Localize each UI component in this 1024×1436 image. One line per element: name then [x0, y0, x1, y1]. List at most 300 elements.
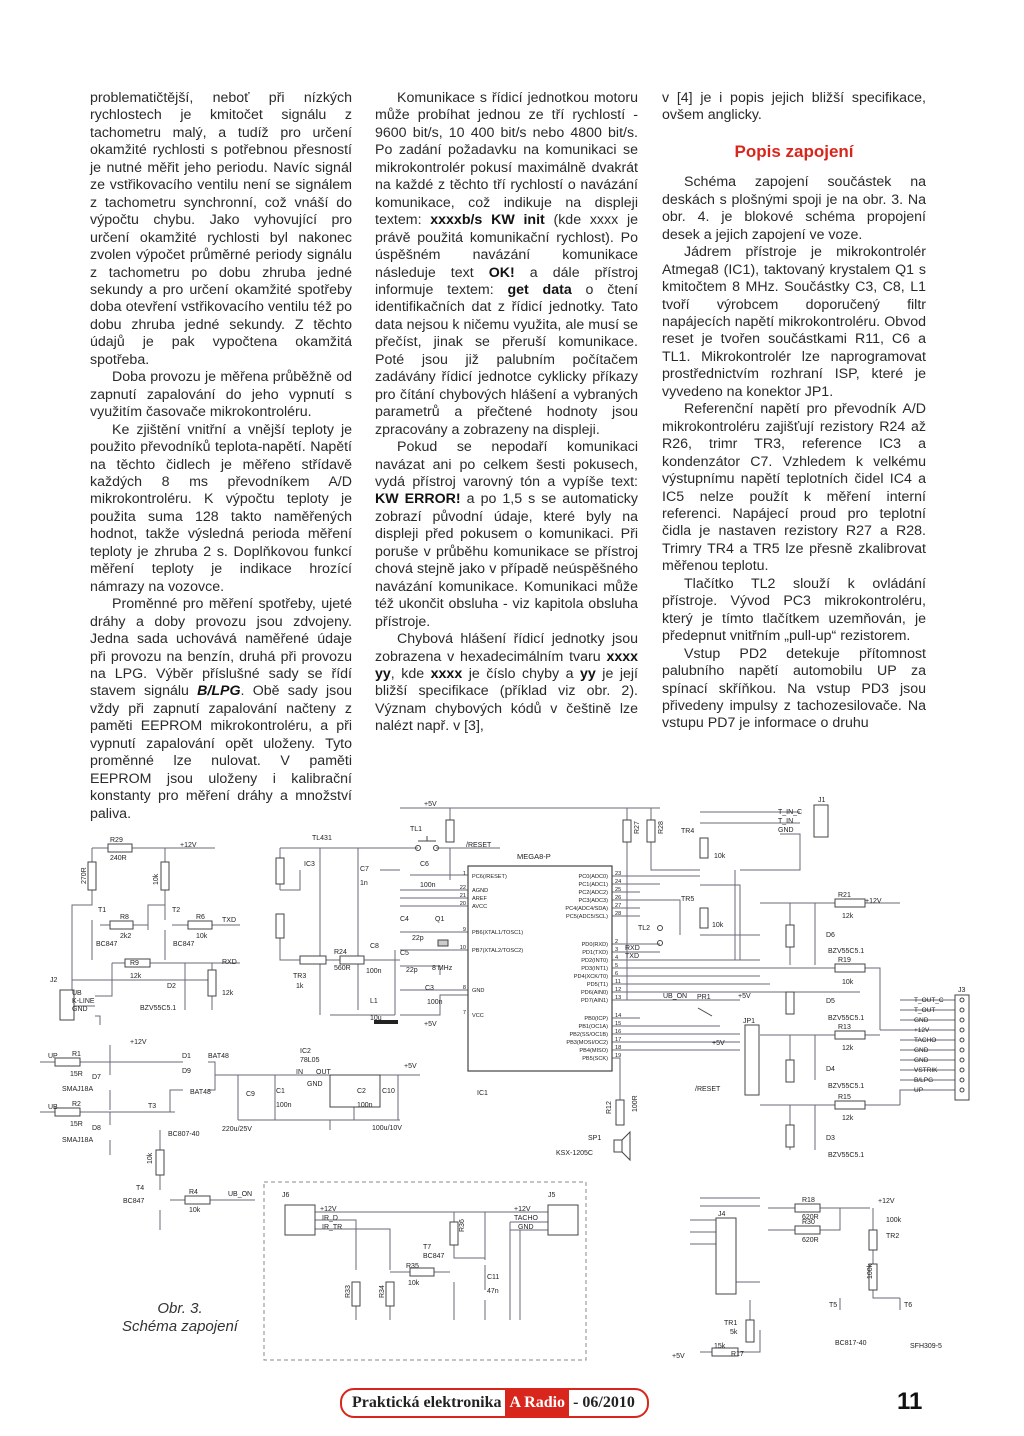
r22-body	[786, 925, 794, 947]
r28-body	[647, 820, 655, 842]
j3-pin	[960, 998, 964, 1002]
label-j5-12v: +12V	[514, 1206, 531, 1213]
label-c2: C2	[357, 1088, 366, 1095]
label-r18: R18	[802, 1197, 815, 1204]
label-j6-irtr: IR_TR	[322, 1224, 343, 1231]
tr3-body	[300, 956, 326, 964]
label-tr2-value: 100k	[886, 1217, 902, 1224]
ic1-pin-number: 3	[615, 947, 619, 953]
j3-pin-label: GND	[914, 1017, 929, 1024]
label-c1-value: 100n	[276, 1102, 292, 1109]
label-l1-value: 10u	[370, 1015, 382, 1022]
label-d1: D1	[182, 1053, 191, 1060]
ic1-pin-name: PD0(RXD)	[581, 942, 608, 948]
r19-body	[835, 964, 865, 972]
label-d3: D3	[826, 1135, 835, 1142]
r2-body	[55, 1108, 80, 1116]
ic1-pin-name: PC3(ADC3)	[578, 898, 608, 904]
label-j1-gnd: GND	[778, 827, 794, 834]
ic1-pin-number: 8	[462, 985, 466, 991]
label-t1: T1	[98, 907, 107, 914]
label-c6: C6	[420, 861, 429, 868]
label-5v-pr1: +5V	[738, 993, 751, 1000]
r14-body	[786, 1060, 794, 1082]
ic1-pin-number: 2	[615, 939, 619, 945]
ic1-pin-number: 10	[459, 945, 466, 951]
r24-body	[340, 956, 364, 964]
label-5v-top: +5V	[424, 801, 437, 808]
magazine-radio-label: A Radio	[505, 1390, 569, 1416]
j3-pin	[960, 1038, 964, 1042]
label-r3-value: 10k	[147, 1152, 154, 1164]
label-ub-on: UB_ON	[228, 1191, 253, 1198]
label-j2-gnd: GND	[72, 1006, 88, 1013]
r11-body	[446, 820, 454, 842]
label-r35: R35	[406, 1263, 419, 1270]
label-c9: C9	[246, 1091, 255, 1098]
label-5v-c3: +5V	[424, 1021, 437, 1028]
label-j4: J4	[718, 1211, 726, 1218]
r29-body	[108, 844, 132, 852]
ic1-pin-number: 26	[615, 895, 622, 901]
label-r8-value: 2k2	[120, 933, 132, 940]
label-d8-type: SMAJ18A	[62, 1137, 94, 1144]
label-tr5: TR5	[681, 896, 695, 903]
label-ub-on-pr1: UB_ON	[663, 993, 688, 1000]
label-ub: UB	[48, 1104, 58, 1111]
j3-pin-label: GND	[914, 1047, 929, 1054]
magazine-footer-badge	[340, 1388, 649, 1418]
j3-pin-label: +12V	[914, 1027, 930, 1034]
label-tr2: TR2	[886, 1233, 900, 1240]
q1-crystal-symbol	[438, 940, 448, 946]
ic1-pin-name: PB4(MISO)	[579, 1048, 608, 1054]
label-r21-value: 12k	[842, 913, 854, 920]
paragraph: Proměnné pro měření spotřeby, ujeté dráhy a doby provozu jsou zdvojeny. Jedna sada uchovává naměřené údaje při provozu na benzín, druhá při provozu na LPG. Výběr příslušné sady se řídí stavem signálu B/LPG. Obě sady jsou vždy při zapnutí zapalování načteny z paměti EEPROM mikrokontroléru, a při vypnutí zapalování opět uloženy. Tyto proměnné lze nulovat. V paměti EEPROM jsou uloženy i kalibrační konstanty pro měření dráhy a množství paliva.	[90, 596, 352, 822]
r7-body	[88, 862, 96, 890]
pr1-jumper	[698, 1008, 712, 1016]
ic1-pin-name: PD4(XCK/T0)	[573, 974, 608, 980]
label-d6-type: BZV55C5.1	[828, 948, 865, 955]
label-r1: R1	[72, 1051, 81, 1058]
ic1-pin-name: PD2(INT0)	[581, 958, 608, 964]
ic1-pin-name: PB7(XTAL2/TOSC2)	[472, 948, 524, 954]
j3-pin	[960, 1068, 964, 1072]
ic1-pin-name: PC4(ADC4/SDA)	[565, 906, 608, 912]
ic1-pin-name: PB1(OC1A)	[578, 1024, 608, 1030]
label-d2-type: BZV55C5.1	[140, 1005, 177, 1012]
label-r13-value: 12k	[842, 1045, 854, 1052]
label-r15: R15	[838, 1094, 851, 1101]
label-tr3: TR3	[293, 973, 307, 980]
tr5-body	[700, 908, 708, 928]
ic1-pin-name: PC6(/RESET)	[472, 874, 507, 880]
label-t4-type: BC847	[123, 1198, 145, 1205]
label-ic2: IC2	[300, 1048, 311, 1055]
label-r23: 100k	[867, 1263, 874, 1279]
label-12v-d7: +12V	[130, 1039, 147, 1046]
j3-pin	[960, 1078, 964, 1082]
jp1-body	[745, 1025, 759, 1095]
label-c11: C11	[487, 1274, 500, 1281]
paragraph: Doba provozu je měřena průběžně od zapnutí zapalování do jeho vypnutí s využitím časovače mikrokontroléru.	[90, 369, 352, 421]
label-q1-value: 8 MHz	[432, 965, 453, 972]
sp1-speaker-cone	[622, 1132, 630, 1160]
paragraph: Ke zjištění vnitřní a vnější teploty je použito převodníků teplota-napětí. Napětí na těchto čidlech je měřeno střídavě každých 8 ms převodníkem A/D mikrokontroléru. K výpočtu teploty je použita suma 128 takto naměřených hodnot, takže výsledná perioda měření teploty je zhruba 2 s. Doplňkovou funkcí měření teploty je indikace hrozící námrazy na vozovce.	[90, 421, 352, 595]
label-tl2: TL2	[638, 925, 651, 932]
section-heading: Popis zapojení	[734, 141, 854, 161]
ic1-pin-number: 12	[615, 987, 622, 993]
label-r9: R9	[130, 960, 139, 967]
label-t2-type: BC847	[173, 941, 195, 948]
ic1-pin-number: 20	[459, 901, 466, 907]
label-q1: Q1	[435, 916, 445, 923]
label-c7: C7	[360, 866, 369, 873]
ic1-pin-number: 16	[615, 1029, 622, 1035]
label-d3-type: BZV55C5.1	[828, 1152, 865, 1159]
label-tr1-value: 5k	[730, 1329, 738, 1336]
ic1-pin-name: PC1(ADC1)	[578, 882, 608, 888]
label-r24-value: 560R	[334, 965, 351, 972]
paragraph: Jádrem přístroje je mikrokontrolér Atmega8 (IC1), taktovaný krystalem Q1 s kmitočtem 8 MHz. Součástky C3, C8, L1 tvoří výrobcem doporučený filtr napájecích napětí mikrokontroléru. Obvod reset je tvořen součástkami R11, C6 a TL1. Mikrokontrolér lze naprogramovat prostřednictvím rozhraní ISP, které je vyvedeno na konektor JP1.	[662, 244, 926, 400]
label-5v-r17: +5V	[672, 1353, 685, 1360]
label-ic3: IC3	[304, 861, 315, 868]
paragraph: Referenční napětí pro převodník A/D mikrokontroléru zajišťují rezistory R24 až R26, trimr TR3, reference IC3 a kondenzátor C7. Vzhledem k velkému výstupnímu napětí teplotních čidel IC4 a IC5 nelze použít k měření interní referenci. Napájecí proud pro teplotní čidla je nastaven rezistory R27 a R28. Trimry TR4 a TR5 lze přesně zkalibrovat měřenou teplotu.	[662, 401, 926, 575]
ic1-pin-number: 27	[615, 903, 622, 909]
r15-body	[835, 1101, 865, 1109]
label-c10-value: 100u/10V	[372, 1125, 402, 1132]
r12-body	[616, 1100, 624, 1125]
label-r35-value: 10k	[408, 1280, 420, 1287]
tr2-body	[869, 1230, 877, 1250]
label-t2: T2	[172, 907, 181, 914]
magazine-name: Praktická elektronika	[352, 1394, 502, 1411]
tl1-actuator	[418, 836, 436, 841]
label-d6: D6	[826, 932, 835, 939]
label-t6-type: SFH309-5	[910, 1343, 942, 1350]
label-ic2-value: 78L05	[300, 1057, 320, 1064]
label-t3-type: BC807-40	[168, 1131, 200, 1138]
label-r15-value: 12k	[842, 1115, 854, 1122]
label-j1-tinc: T_IN_C	[778, 809, 803, 816]
col3-body	[662, 174, 926, 733]
ic1-pin-name: PD7(AIN1)	[580, 998, 608, 1004]
label-tl1: TL1	[410, 826, 423, 833]
ic1-pin-name: AVCC	[472, 904, 488, 910]
ic1-pin-number: 14	[615, 1013, 622, 1019]
r33-body	[352, 1282, 360, 1306]
label-c3: C3	[425, 985, 434, 992]
j3-pin-label: TACHO	[914, 1037, 937, 1044]
label-j6: J6	[282, 1192, 290, 1199]
label-r2: R2	[72, 1101, 81, 1108]
ic1-pin-number: 4	[615, 955, 619, 961]
label-d4-type: BZV55C5.1	[828, 1083, 865, 1090]
label-c5-value: 22p	[406, 967, 418, 974]
ic1-ref-label: IC1	[477, 1090, 488, 1097]
label-txd-ic: TXD	[625, 953, 639, 960]
r3-body	[156, 1150, 164, 1175]
label-t7-type: BC847	[423, 1253, 445, 1260]
label-r9-value: 12k	[130, 973, 142, 980]
label-5v-reg: +5V	[404, 1063, 417, 1070]
j3-pin	[960, 1088, 964, 1092]
label-r17: R17	[731, 1351, 744, 1358]
paragraph: problematičtější, neboť při nízkých rychlostech je kmitočet signálu z tachometru malý, a tudíž pro určení okamžité rychlosti s potřebnou přesností je nutné měřit jeho periodu. Navíc signál ze vstřikovacího ventilu není se signálem z tachometru synchronní, což vnáší do výpočtu chybu. Jako vyhovující pro určení okamžité rychlosti byl nakonec zvolen výpočet průměrné periody signálu z tachometru po dobu zhruba jedné sekundy a pro určení okamžité spotřeby doba otevření vstřikovacího ventilu též po dobu zhruba jedné sekundy. Z těchto údajů je pak vypočtena okamžitá spotřeba.	[90, 90, 352, 368]
ic1-pin-name: GND	[472, 988, 485, 994]
label-r19-value: 10k	[842, 979, 854, 986]
label-r30-value: 620R	[802, 1237, 819, 1244]
ic1-pin-number: 18	[615, 1045, 622, 1051]
label-t6: T6	[904, 1302, 913, 1309]
ic1-type-label: MEGA8-P	[517, 852, 551, 861]
ic1-pin-number: 6	[615, 971, 619, 977]
ic1-pin-name: PD5(T1)	[586, 982, 608, 988]
ic1-pin-name: PB3(MOSI/OC2)	[566, 1040, 608, 1046]
label-c5: C5	[400, 950, 409, 957]
j3-pin	[960, 1008, 964, 1012]
r18-body	[795, 1204, 820, 1212]
label-pr1: PR1	[697, 994, 711, 1001]
tl2-contact-a	[658, 926, 663, 931]
j3-pin	[960, 1048, 964, 1052]
label-t1-type: BC847	[96, 941, 118, 948]
label-r33: R33	[345, 1285, 352, 1298]
label-12v-tr2: +12V	[878, 1198, 895, 1205]
tr4-body	[700, 838, 708, 858]
label-r21: R21	[838, 892, 851, 899]
r20-body	[786, 992, 794, 1014]
r26-body	[276, 858, 284, 884]
r27-body	[623, 820, 631, 842]
label-12v: +12V	[180, 842, 197, 849]
ic1-pin-name: PC2(ADC2)	[578, 890, 608, 896]
label-jp1: JP1	[743, 1018, 756, 1025]
label-ic2-gnd: GND	[307, 1081, 323, 1088]
label-j5-gnd: GND	[518, 1224, 534, 1231]
ic1-pin-number: 13	[615, 995, 622, 1001]
label-t7: T7	[423, 1244, 432, 1251]
r16-body	[786, 1125, 794, 1147]
ic1-pin-name: PB6(XTAL1/TOSC1)	[472, 930, 524, 936]
label-r6: R6	[196, 914, 205, 921]
label-r7-value: 270R	[81, 867, 88, 884]
ic1-pin-name: PC0(ADC0)	[578, 874, 608, 880]
label-r29: R29	[110, 837, 123, 844]
label-r29-value: 240R	[110, 855, 127, 862]
label-r24: R24	[334, 949, 347, 956]
r36-body	[450, 1222, 458, 1245]
label-c9-value: 220u/25V	[222, 1126, 252, 1133]
r21-body	[835, 899, 865, 907]
r25-body	[276, 914, 284, 938]
ic1-pin-name: PB2(SS/OC1B)	[569, 1032, 608, 1038]
ic1-pin-number: 7	[462, 1010, 466, 1016]
ic1-pin-number: 5	[615, 963, 619, 969]
label-12v-r21: +12V	[865, 898, 882, 905]
j3-pin-label: T_OUT	[914, 1007, 936, 1014]
figure-caption	[100, 1300, 260, 1336]
label-c4-value: 22p	[412, 935, 424, 942]
ic1-pin-number: 28	[615, 911, 622, 917]
ic1-pin-number: 25	[615, 887, 622, 893]
label-r8: R8	[120, 914, 129, 921]
paragraph: Tlačítko TL2 slouží k ovládání přístroje. Vývod PC3 mikrokontroléru, který je tímto tlačítkem uzemňován, je předepnut vnitřním „pull-up“ rezistorem.	[662, 575, 926, 645]
ic1-pin-name: VCC	[472, 1013, 484, 1019]
label-d1-type: BAT48	[208, 1053, 229, 1060]
label-c10: C10	[382, 1088, 395, 1095]
label-c8: C8	[370, 943, 379, 950]
label-r5-value: 10k	[153, 873, 160, 885]
label-j2-kline: K-LINE	[72, 998, 95, 1005]
ic1-pin-number: 17	[615, 1037, 622, 1043]
j3-pin-label: VSTRIK	[914, 1067, 938, 1074]
label-txd: TXD	[222, 917, 236, 924]
label-r27: R27	[634, 821, 641, 834]
label-d9: D9	[182, 1068, 191, 1075]
label-c2-value: 100n	[357, 1102, 373, 1109]
label-r1-value: 15R	[70, 1071, 83, 1078]
ic1-pin-number: 15	[615, 1021, 622, 1027]
r34-body	[386, 1282, 394, 1306]
label-r4-value: 10k	[189, 1207, 201, 1214]
label-j6-ird: IR_D	[322, 1215, 338, 1222]
label-r10-value: 12k	[222, 990, 234, 997]
label-j1: J1	[818, 797, 826, 804]
r30-body	[795, 1226, 820, 1234]
label-r36: R36	[459, 1219, 466, 1232]
ic1-pin-name: PD3(INT1)	[581, 966, 608, 972]
label-l1: L1	[370, 998, 378, 1005]
ic1-pin-name: PC5(ADC5/SCL)	[566, 914, 608, 920]
label-d5-type: BZV55C5.1	[828, 1015, 865, 1022]
paragraph: Komunikace s řídicí jednotkou motoru může probíhat jednou ze tří rychlostí - 9600 bit/s, 10 400 bit/s nebo 4800 bit/s. Po zadání požadavku na komunikaci se mikrokontrolér pokusí maximálně dvakrát na každé z těchto tří rychlostí o navázání komunikace, což indikuje na displeji textem: xxxxb/s KW init (kde xxxx je právě použitá komunikační rychlost). Po úspěšném navázání komunikace následuje text OK! a dále přístroj informuje textem: get data o čtení identifikačních dat z řídicí jednotky. Tato data nejsou k ničemu využita, ale musí se přečíst, jinak se přeruší komunikace. Poté jsou již palubním počítačem zadávány řídicí jednotce cyklicky příkazy pro čítání chybových hlášení a vybraných parametrů a přečtené hodnoty jsou zpracovány a zobrazeny na displeji.	[375, 90, 638, 438]
label-reset-net: /RESET	[466, 842, 492, 849]
label-tr4: TR4	[681, 828, 695, 835]
ic1-pin-name: PB5(SCK)	[582, 1056, 608, 1062]
label-r12: R12	[606, 1101, 613, 1114]
label-tl431: TL431	[312, 835, 332, 842]
label-j6-12v: +12V	[320, 1206, 337, 1213]
ic1-pin-name: PD6(AIN0)	[580, 990, 608, 996]
j3-pin	[960, 1028, 964, 1032]
paragraph: Pokud se nepodaří komunikaci navázat ani po celkem šesti pokusech, vydá přístroj varovný tón a vypíše text: KW ERROR! a po 1,5 s se automaticky zobrazí původní údaje, které byly na displeji před pokusem o komunikaci. Při poruše v průběhu komunikace se přístroj chová stejně jako v případě neúspěšného navázání komunikace. Komunikaci může též ukončit obsluha - viz kapitola obsluha přístroje.	[375, 439, 638, 630]
label-c6-value: 100n	[420, 882, 436, 889]
label-up: UP	[48, 1053, 58, 1060]
paragraph: Chybová hlášení řídicí jednotky jsou zobrazena v hexadecimálním tvaru xxxx yy, kde xxxx je číslo chyby a yy je její bližší specifikace (příklad viz obr. 2). Význam chybových kódů v češtině lze nalézt např. v [3],	[375, 631, 639, 735]
text-column-3	[662, 90, 926, 733]
j5-body	[548, 1205, 578, 1235]
label-r19: R19	[838, 957, 851, 964]
ic1-pin-number: 21	[459, 893, 466, 899]
j6-body	[285, 1205, 315, 1235]
label-c4: C4	[400, 916, 409, 923]
paragraph: Schéma zapojení součástek na deskách s plošnými spoji je na obr. 3. Na obr. 4. je blokové schéma propojení desek a jejich zapojení ve voze.	[662, 174, 926, 243]
label-d5: D5	[826, 998, 835, 1005]
paragraph: Vstup PD2 detekuje přítomnost palubního napětí automobilu UP za spínací skříňkou. Na vstup PD3 jsou přivedeny impulsy z tachozesilovače. Na vstupu PD7 je informace o druhu	[662, 645, 926, 732]
label-r18-value: 620R	[802, 1214, 819, 1221]
label-sp1: SP1	[588, 1135, 602, 1142]
j4-body	[716, 1218, 736, 1294]
label-j5-tacho: TACHO	[514, 1215, 538, 1222]
ic1-pin-number: 22	[459, 885, 466, 891]
figure-number: Obr. 3.	[157, 1300, 203, 1317]
label-t5: T5	[829, 1302, 838, 1309]
text-column-1	[90, 90, 352, 823]
label-j2-ub: UB	[72, 990, 82, 997]
ic1-pin-number: 1	[462, 871, 466, 877]
ic1-pin-number: 11	[615, 979, 621, 985]
label-j1-tin: T_IN	[778, 818, 794, 825]
ic1-pin-name: PB0(ICP)	[584, 1016, 608, 1022]
ic1-pin-name: AGND	[472, 888, 489, 894]
tr1-body	[746, 1320, 754, 1342]
label-tr5-value: 10k	[712, 922, 724, 929]
r5-body	[161, 862, 169, 890]
label-r12-value: 100R	[632, 1095, 639, 1112]
page-number: 11	[897, 1388, 923, 1415]
label-j2: J2	[50, 977, 58, 984]
label-c8-value: 100n	[366, 968, 382, 975]
j3-pin	[960, 1018, 964, 1022]
ic1-pin-number: 23	[615, 871, 622, 877]
r1-body	[55, 1058, 80, 1066]
label-d4: D4	[826, 1066, 835, 1073]
label-j5: J5	[548, 1192, 556, 1199]
r8-body	[110, 921, 133, 929]
label-c1: C1	[276, 1088, 285, 1095]
label-r2-value: 15R	[70, 1121, 83, 1128]
label-tr1: TR1	[724, 1320, 738, 1327]
r10-body	[208, 970, 216, 996]
label-d9-type: BAT48	[190, 1089, 211, 1096]
label-rxd-ic: RXD	[625, 945, 640, 952]
r13-body	[835, 1031, 865, 1039]
label-sp1-type: KSX-1205C	[556, 1150, 593, 1157]
label-rxd: RXD	[222, 959, 237, 966]
label-r17-value: 15k	[714, 1343, 726, 1350]
label-d7: D7	[92, 1074, 101, 1081]
label-r34: R34	[379, 1285, 386, 1298]
label-r30: R30	[802, 1219, 815, 1226]
magazine-issue: - 06/2010	[573, 1394, 635, 1411]
label-c11-value: 47n	[487, 1288, 499, 1295]
label-j3: J3	[958, 987, 966, 994]
ic1-pin-number: 9	[462, 927, 466, 933]
ic1-pin-name: PD1(TXD)	[582, 950, 608, 956]
label-d2: D2	[167, 983, 176, 990]
label-d7-type: SMAJ18A	[62, 1086, 94, 1093]
circuit-schematic	[0, 780, 1024, 1380]
ic1-pin-number: 24	[615, 879, 622, 885]
ic1-pin-number: 19	[615, 1053, 622, 1059]
tl2-contact-b	[658, 941, 663, 946]
label-r28: R28	[658, 821, 665, 834]
label-reset-jp1: /RESET	[695, 1086, 721, 1093]
label-r6-value: 10k	[196, 933, 208, 940]
j3-pin-label: T_OUT_C	[914, 997, 944, 1004]
label-tr3-value: 1k	[296, 983, 304, 990]
sensor-board-wires	[315, 1212, 548, 1320]
figure-title: Schéma zapojení	[122, 1318, 238, 1335]
j3-pin-label: B/LPG	[914, 1077, 934, 1084]
col3-intro: v [4] je i popis jejich bližší specifikace, ovšem anglicky.	[662, 90, 926, 124]
j1-body	[814, 805, 828, 837]
label-ic2-in: IN	[296, 1069, 303, 1076]
text-column-2	[375, 90, 638, 736]
label-ic2-out: OUT	[316, 1069, 331, 1076]
label-t5-type: BC817-40	[835, 1340, 867, 1347]
